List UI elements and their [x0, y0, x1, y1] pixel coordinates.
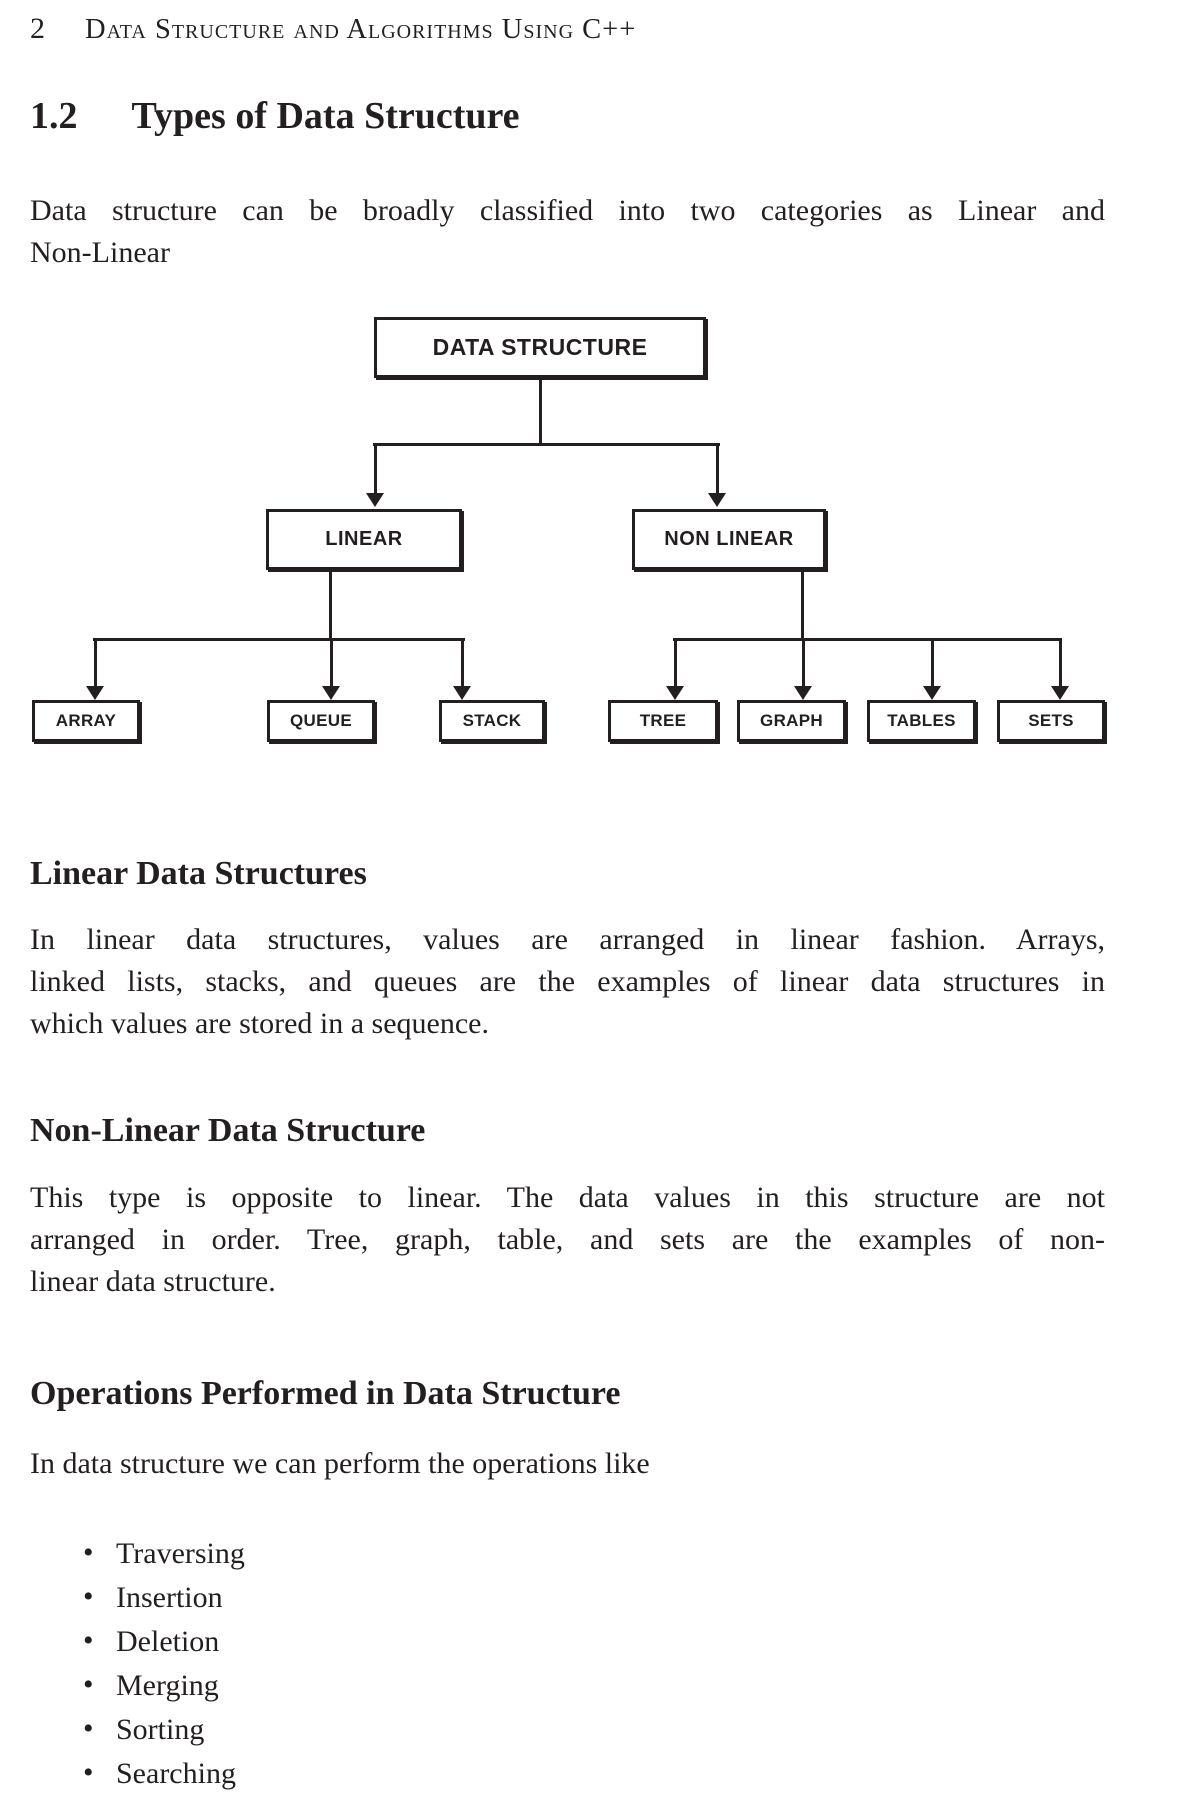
list-item-label: Searching: [116, 1757, 236, 1790]
diagram-box-sets: [997, 700, 1105, 742]
bullet-icon: •: [83, 1756, 94, 1789]
list-item-label: Sorting: [116, 1713, 205, 1746]
operations-intro-line: In data structure we can perform the operations like: [30, 1447, 650, 1480]
diagram-label: LINEAR: [325, 528, 403, 550]
connector-line: [674, 641, 677, 686]
operations-section-heading: Operations Performed in Data Structure: [30, 1375, 621, 1412]
connector-line: [94, 641, 97, 686]
connector-line: [801, 570, 804, 638]
list-item: [83, 1664, 245, 1708]
arrow-down-icon: [86, 686, 104, 700]
diagram-box-non-linear: [632, 509, 826, 570]
list-item: [83, 1532, 245, 1576]
list-item: [83, 1620, 245, 1664]
text-line: linked lists, stacks, and queues are the examples of linear data structures in: [30, 965, 1105, 998]
text-line: which values are stored in a sequence.: [30, 1007, 489, 1040]
arrow-down-icon: [923, 686, 941, 700]
connector-line: [539, 378, 542, 443]
diagram-box-data-structure: [374, 317, 706, 378]
bullet-icon: •: [83, 1624, 94, 1657]
connector-line: [330, 641, 333, 686]
arrow-down-icon: [666, 686, 684, 700]
connector-line: [329, 570, 332, 638]
diagram-box-tree: [608, 700, 718, 742]
list-item-label: Traversing: [116, 1537, 245, 1570]
list-item-label: Insertion: [116, 1581, 223, 1614]
page-number: 2: [30, 12, 45, 45]
diagram-label: ARRAY: [55, 711, 117, 730]
bullet-icon: •: [83, 1536, 94, 1569]
diagram-label: GRAPH: [760, 711, 823, 730]
text-line: Data structure can be broadly classified into two categories as Linear and: [30, 194, 1105, 227]
diagram-box-linear: [266, 509, 462, 570]
connector-line: [716, 443, 719, 493]
bullet-icon: •: [83, 1580, 94, 1613]
section-title: Types of Data Structure: [131, 95, 520, 137]
linear-section-paragraph: [30, 919, 1105, 1045]
data-structure-tree-diagram: [0, 317, 1179, 743]
bullet-icon: •: [83, 1712, 94, 1745]
connector-line: [802, 641, 805, 686]
arrow-down-icon: [322, 686, 340, 700]
section-number: 1.2: [30, 95, 78, 137]
diagram-box-array: [32, 700, 140, 742]
list-item-label: Deletion: [116, 1625, 220, 1658]
connector-line: [673, 638, 1062, 641]
diagram-label: TABLES: [887, 711, 956, 730]
diagram-label: SETS: [1028, 711, 1074, 730]
diagram-label: QUEUE: [290, 711, 352, 730]
diagram-box-graph: [737, 700, 846, 742]
list-item-label: Merging: [116, 1669, 219, 1702]
connector-line: [461, 641, 464, 686]
text-line: Non-Linear: [30, 236, 170, 269]
connector-line: [373, 443, 720, 446]
linear-section-heading: Linear Data Structures: [30, 855, 367, 892]
arrow-down-icon: [453, 686, 471, 700]
operations-list: [83, 1532, 245, 1796]
nonlinear-section-paragraph: [30, 1177, 1105, 1303]
text-line: linear data structure.: [30, 1265, 276, 1298]
diagram-box-queue: [267, 700, 375, 742]
diagram-box-tables: [867, 700, 976, 742]
connector-line: [93, 638, 465, 641]
text-line: This type is opposite to linear. The data values in this structure are not: [30, 1181, 1105, 1214]
page-header: [30, 12, 636, 46]
diagram-box-stack: [439, 700, 545, 742]
list-item: [83, 1708, 245, 1752]
text-line: In linear data structures, values are arranged in linear fashion. Arrays,: [30, 923, 1105, 956]
connector-line: [1059, 641, 1062, 686]
arrow-down-icon: [794, 686, 812, 700]
arrow-down-icon: [366, 493, 384, 507]
section-heading: [30, 94, 520, 138]
diagram-label: NON LINEAR: [664, 528, 794, 550]
arrow-down-icon: [1051, 686, 1069, 700]
list-item: [83, 1752, 245, 1796]
diagram-label: TREE: [639, 711, 687, 730]
running-title: Data Structure and Algorithms Using C++: [85, 14, 637, 45]
diagram-label: DATA STRUCTURE: [432, 334, 648, 360]
arrow-down-icon: [708, 493, 726, 507]
intro-paragraph: [30, 190, 1105, 274]
connector-line: [931, 641, 934, 686]
diagram-label: STACK: [462, 711, 522, 730]
bullet-icon: •: [83, 1668, 94, 1701]
list-item: [83, 1576, 245, 1620]
nonlinear-section-heading: Non-Linear Data Structure: [30, 1112, 426, 1149]
text-line: arranged in order. Tree, graph, table, and sets are the examples of non-: [30, 1223, 1105, 1256]
connector-line: [374, 443, 377, 493]
